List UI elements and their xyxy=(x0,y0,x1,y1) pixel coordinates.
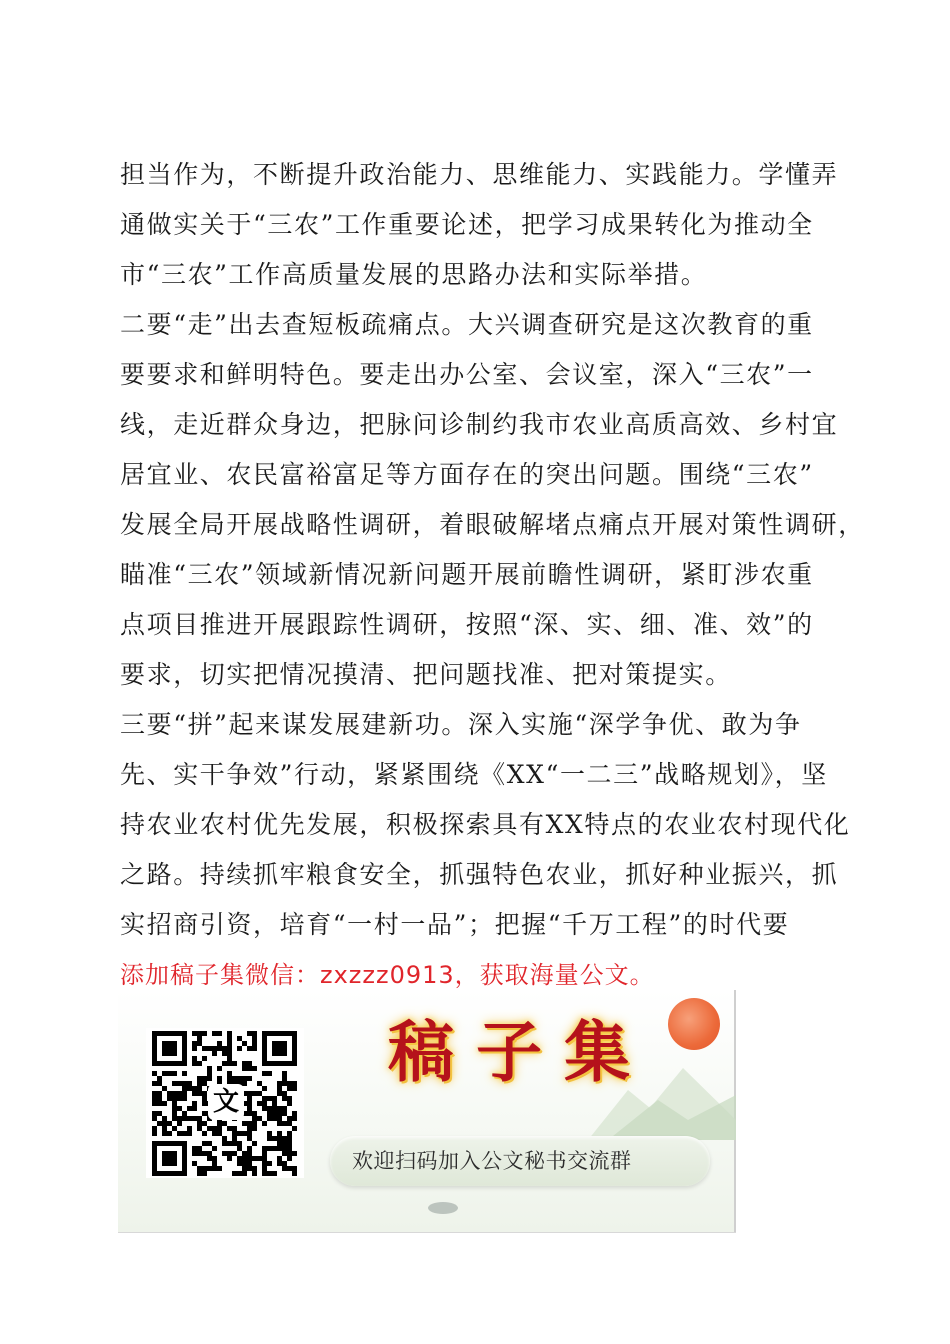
promo-banner xyxy=(118,990,736,1233)
qr-logo-icon: 文 xyxy=(208,1084,244,1120)
paragraph-line: 通做实关于“三农”工作重要论述，把学习成果转化为推动全 xyxy=(120,210,814,239)
paragraph-line: 持农业农村优先发展，积极探索具有XX特点的农业农村现代化 xyxy=(120,810,851,839)
brand-logo-text: 稿子集 xyxy=(388,1013,652,1091)
paragraph-line: 三要“拼”起来谋发展建新功。深入实施“深学争优、敢为争 xyxy=(120,710,802,739)
paragraph-line: 实招商引资，培育“一村一品”；把握“千万工程”的时代要 xyxy=(120,910,790,939)
paragraph-line: 先、实干争效”行动，紧紧围绕《XX“一二三”战略规划》，坚 xyxy=(120,760,828,789)
paragraph-line: 瞄准“三农”领域新情况新问题开展前瞻性调研，紧盯涉农重 xyxy=(120,560,814,589)
paragraph-line: 要求，切实把情况摸清、把问题找准、把对策提实。 xyxy=(120,660,732,689)
paragraph-line: 发展全局开展战略性调研，着眼破解堵点痛点开展对策性调研， xyxy=(120,510,865,539)
paragraph-line: 线，走近群众身边，把脉问诊制约我市农业高质高效、乡村宜 xyxy=(120,410,839,439)
ink-decoration-icon xyxy=(428,1202,458,1214)
document-body xyxy=(120,150,865,1000)
paragraph-line: 居宜业、农民富裕富足等方面存在的突出问题。围绕“三农” xyxy=(120,460,814,489)
paragraph-line: 市“三农”工作高质量发展的思路办法和实际举措。 xyxy=(120,260,708,289)
paragraph-line: 点项目推进开展跟踪性调研，按照“深、实、细、准、效”的 xyxy=(120,610,814,639)
paragraph-line: 要要求和鲜明特色。要走出办公室、会议室，深入“三农”一 xyxy=(120,360,814,389)
qr-code[interactable] xyxy=(146,1028,304,1178)
paragraph-line: 二要“走”出去查短板疏痛点。大兴调查研究是这次教育的重 xyxy=(120,310,814,339)
paragraph-line: 担当作为，不断提升政治能力、思维能力、实践能力。学懂弄 xyxy=(120,160,839,189)
promo-text: 添加稿子集微信：zxzzz0913，获取海量公文。 xyxy=(120,961,655,989)
paragraph-line: 之路。持续抓牢粮食安全，抓强特色农业，抓好种业振兴，抓 xyxy=(120,860,839,889)
slogan-text: 欢迎扫码加入公文秘书交流群 xyxy=(352,1149,632,1173)
